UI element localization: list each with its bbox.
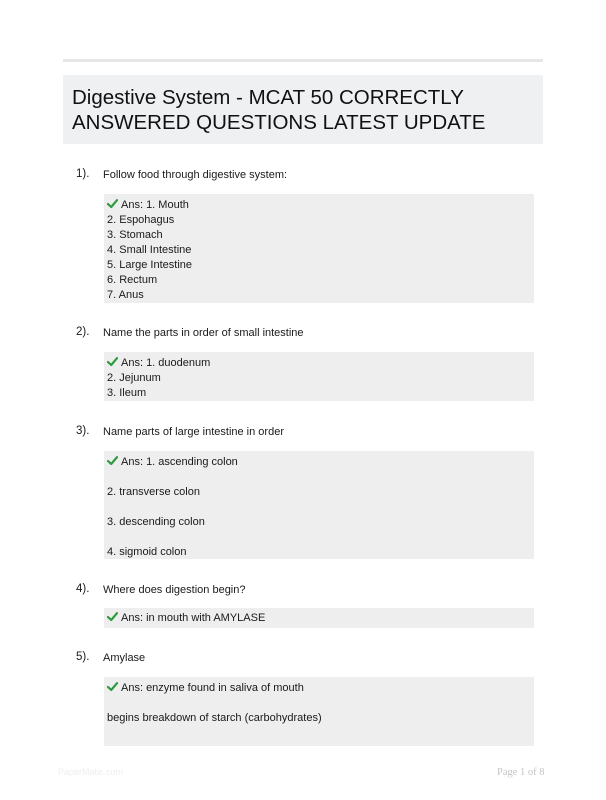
answer-line: 3. descending colon [107,516,205,528]
answer-box [104,677,534,746]
title-banner [63,75,543,144]
document-title: Digestive System - MCAT 50 CORRECTLY ANSWERED QUESTIONS LATEST UPDATE [72,86,486,134]
checkmark-icon [107,356,118,367]
answer-line [107,198,531,213]
answer-text: Ans: enzyme found in saliva of mouth [121,682,304,694]
answer-line: 7. Anus [107,289,144,301]
answer-text: Ans: 1. ascending colon [121,456,238,468]
answer-text: Ans: 1. Mouth [121,199,189,211]
answer-line: begins breakdown of starch (carbohydrates) [107,712,322,724]
answer-line: 2. transverse colon [107,486,200,498]
checkmark-icon [107,611,118,622]
answer-line: 2. Jejunum [107,372,161,384]
answer-line: 3. Ileum [107,387,147,399]
answer-line [107,681,531,696]
footer-watermark: PaperMatic.com [58,767,124,777]
answer-line: 4. Small Intestine [107,244,192,256]
answer-box [104,451,534,559]
answer-line [107,455,531,470]
answer-line [107,356,531,371]
answer-text: Ans: 1. duodenum [121,357,211,369]
answer-text: Ans: in mouth with AMYLASE [121,612,266,624]
question-number: 5). [76,651,90,663]
checkmark-icon [107,455,118,466]
page-number: Page 1 of 8 [497,767,545,778]
question-text: Name the parts in order of small intestine [103,327,304,339]
answer-box [104,352,534,401]
answer-line [107,611,531,626]
checkmark-icon [107,681,118,692]
question-number: 2). [76,326,90,338]
answer-line: 3. Stomach [107,229,163,241]
question-text: Name parts of large intestine in order [103,426,284,438]
checkmark-icon [107,198,118,209]
answer-line: 2. Espohagus [107,214,175,226]
question-number: 1). [76,168,90,180]
answer-line: 4. sigmoid colon [107,546,187,558]
answer-box [104,608,534,628]
question-text: Follow food through digestive system: [103,169,288,181]
top-divider [63,59,543,62]
question-text: Where does digestion begin? [103,584,246,596]
answer-line: 6. Rectum [107,274,158,286]
answer-box [104,194,534,303]
answer-line: 5. Large Intestine [107,259,193,271]
question-text: Amylase [103,652,146,664]
question-number: 3). [76,425,90,437]
question-number: 4). [76,583,90,595]
